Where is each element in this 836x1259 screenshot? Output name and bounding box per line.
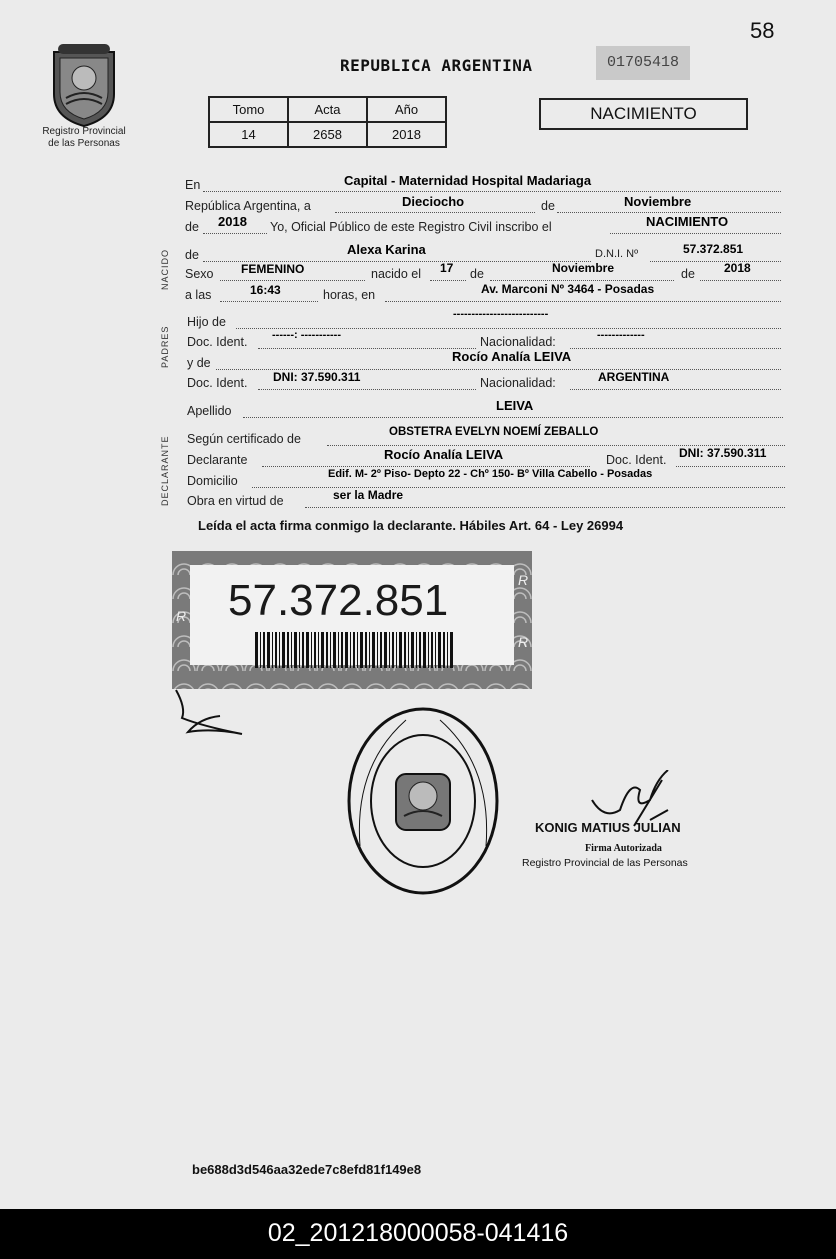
label-horas-en: horas, en <box>323 288 376 302</box>
field-father: -------------------------- <box>453 308 549 320</box>
section-label-nacido: NACIDO <box>160 248 170 290</box>
table-header-tomo: Tomo <box>209 97 288 122</box>
label-en: En <box>185 178 201 192</box>
document-title: REPUBLICA ARGENTINA <box>340 56 533 75</box>
table-header-anio: Año <box>367 97 446 122</box>
table-header-acta: Acta <box>288 97 367 122</box>
field-inscribo: NACIMIENTO <box>646 214 729 229</box>
label-domicilio: Domicilio <box>187 474 238 488</box>
field-dni: 57.372.851 <box>683 242 744 256</box>
field-declarante: Rocío Analía LEIVA <box>384 447 504 462</box>
section-label-padres: PADRES <box>160 325 170 368</box>
registry-label <box>30 126 138 150</box>
label-yo: Yo, Oficial Público de este Registro Civil inscribo el <box>270 220 552 234</box>
document-hash: be688d3d546aa32ede7c8efd81f149e8 <box>192 1162 422 1177</box>
barcode <box>255 632 455 668</box>
official-seal <box>346 706 500 896</box>
label-a-las: a las <box>185 288 212 302</box>
section-label-declarante: DECLARANTE <box>160 435 170 506</box>
field-name: Alexa Karina <box>347 242 426 257</box>
signer-role: Firma Autorizada <box>585 843 662 854</box>
field-mother-nat: ARGENTINA <box>598 370 670 384</box>
field-apellido: LEIVA <box>496 398 534 413</box>
svg-text:R: R <box>518 634 529 650</box>
footer-code: 02_201218000058-041416 <box>267 1219 569 1247</box>
table-value-anio: 2018 <box>367 122 446 147</box>
field-certificado: OBSTETRA EVELYN NOEMÍ ZEBALLO <box>389 426 599 438</box>
label-apellido: Apellido <box>187 404 232 418</box>
label-sexo: Sexo <box>185 267 214 281</box>
field-year: 2018 <box>218 214 247 229</box>
label-obra: Obra en virtud de <box>187 494 284 508</box>
footer-bar <box>0 1209 836 1259</box>
field-father-nat: ------------- <box>597 329 645 341</box>
label-dni: D.N.I. Nº <box>595 248 639 260</box>
label-nacionalidad: Nacionalidad: <box>480 376 556 390</box>
legal-note: Leída el acta firma conmigo la declarante. Hábiles Art. 64 - Ley 26994 <box>198 518 624 533</box>
field-time: 16:43 <box>250 283 281 297</box>
field-month: Noviembre <box>624 194 692 209</box>
page-number: 58 <box>750 18 775 43</box>
label-republica: República Argentina, a <box>185 199 311 213</box>
signer-organization: Registro Provincial de las Personas <box>522 857 688 869</box>
field-domicilio: Edif. M- 2º Piso- Depto 22 - Chº 150- Bº Villa Cabello - Posadas <box>328 468 653 480</box>
province-crest-logo <box>48 42 120 128</box>
field-birth-year: 2018 <box>724 261 751 275</box>
label-y-de: y de <box>187 356 211 370</box>
label-nacido-el: nacido el <box>371 267 422 281</box>
field-en: Capital - Maternidad Hospital Madariaga <box>344 173 592 188</box>
label-certificado: Según certificado de <box>187 432 301 446</box>
label-de: de <box>541 199 555 213</box>
svg-text:R: R <box>518 572 529 588</box>
field-mother: Rocío Analía LEIVA <box>452 349 572 364</box>
field-declarante-doc: DNI: 37.590.311 <box>679 446 767 460</box>
label-de: de <box>185 220 199 234</box>
label-nacionalidad: Nacionalidad: <box>480 335 556 349</box>
table-value-tomo: 14 <box>209 122 288 147</box>
label-de: de <box>681 267 695 281</box>
label-de: de <box>470 267 484 281</box>
field-sexo: FEMENINO <box>241 262 305 276</box>
signer-name: KONIG MATIUS JULIAN <box>535 820 681 835</box>
record-table <box>208 96 447 148</box>
table-value-acta: 2658 <box>288 122 367 147</box>
field-father-doc: ------: ----------- <box>272 329 341 341</box>
label-doc-ident: Doc. Ident. <box>187 335 248 349</box>
field-birth-day: 17 <box>440 261 454 275</box>
label-de: de <box>185 248 199 262</box>
field-mother-doc: DNI: 37.590.311 <box>273 370 361 384</box>
label-hijo-de: Hijo de <box>187 315 226 329</box>
label-declarante: Declarante <box>187 453 248 467</box>
field-birth-month: Noviembre <box>552 261 615 275</box>
svg-text:R: R <box>176 608 187 624</box>
declarant-signature <box>172 688 252 738</box>
registry-label-line1: Registro Provincial <box>42 126 126 137</box>
serial-number: 01705418 <box>596 46 690 80</box>
label-doc-ident: Doc. Ident. <box>606 453 667 467</box>
field-day: Dieciocho <box>402 194 465 209</box>
registry-label-line2: de las Personas <box>48 138 120 149</box>
field-obra: ser la Madre <box>333 488 404 502</box>
stamp-number: 57.372.851 <box>228 576 449 625</box>
field-place: Av. Marconi Nº 3464 - Posadas <box>481 282 655 296</box>
record-type-box: NACIMIENTO <box>539 98 748 130</box>
label-doc-ident: Doc. Ident. <box>187 376 248 390</box>
